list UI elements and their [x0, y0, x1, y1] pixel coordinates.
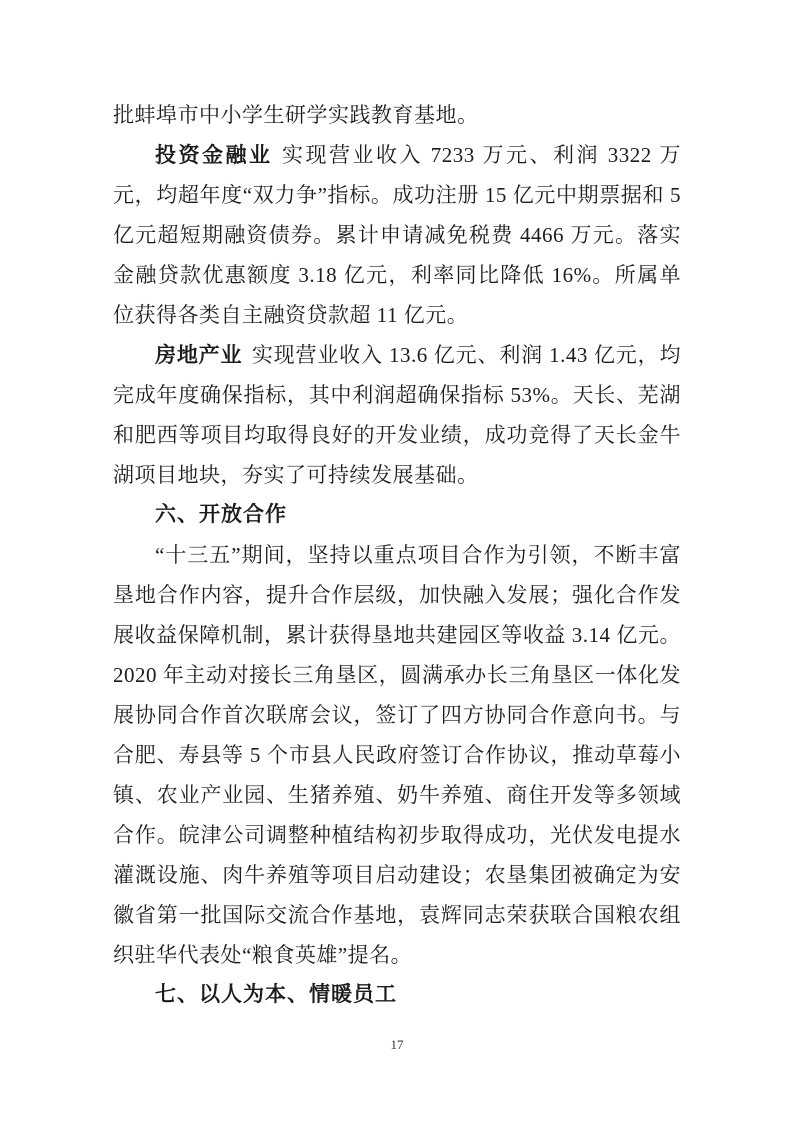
heading-section-seven-people-oriented: 七、以人为本、情暖员工 — [155, 983, 397, 1006]
paragraph-body-real-estate: 实现营业收入 13.6 亿元、利润 1.43 亿元，均完成年度确保指标，其中利润超确保指标 53%。天长、芜湖和肥西等项目均取得良好的开发业绩，成功竞得了天长金牛湖项目地块，夯实了可持续发展基础。 — [113, 343, 681, 487]
heading-section-six-open-cooperation: 六、开放合作 — [155, 503, 287, 526]
page-number: 17 — [390, 1037, 404, 1052]
paragraph-continuation: 批蚌埠市中小学生研学实践教育基地。 — [113, 103, 479, 127]
paragraph-cooperation: “十三五”期间，坚持以重点项目合作为引领，不断丰富垦地合作内容，提升合作层级，加快融入发展；强化合作发展收益保障机制，累计获得垦地共建园区等收益 3.14 亿元。2020 年主动对接长三角垦区，圆满承办长三角垦区一体化发展协同合作首次联席会议，签订了四方协同合作意向书。与合肥、寿县等 5 个市县人民政府签订合作协议，推动草莓小镇、农业产业园、生猪养殖、奶牛养殖、商住开发等多领域合作。皖津公司调整种植结构初步取得成功，光伏发电提水灌溉设施、肉牛养殖等项目启动建设；农垦集团被确定为安徽省第一批国际交流合作基地，袁辉同志荣获联合国粮农组织驻华代表处“粮食英雄”提名。 — [113, 543, 681, 967]
paragraph-real-estate — [113, 335, 681, 495]
paragraph-body-investment-finance: 实现营业收入 7233 万元、利润 3322 万元，均超年度“双力争”指标。成功注册 15 亿元中期票据和 5 亿元超短期融资债券。累计申请减免税费 4466 万元。落实金融贷款优惠额度 3.18 亿元，利率同比降低 16%。所属单位获得各类自主融资贷款超 11 亿元。 — [113, 143, 681, 327]
paragraph-lead-investment-finance: 投资金融业 — [155, 143, 273, 167]
paragraph-investment-finance — [113, 135, 681, 335]
page-content — [113, 95, 681, 1015]
paragraph-lead-real-estate: 房地产业 — [155, 343, 243, 367]
page-footer — [0, 1036, 794, 1054]
